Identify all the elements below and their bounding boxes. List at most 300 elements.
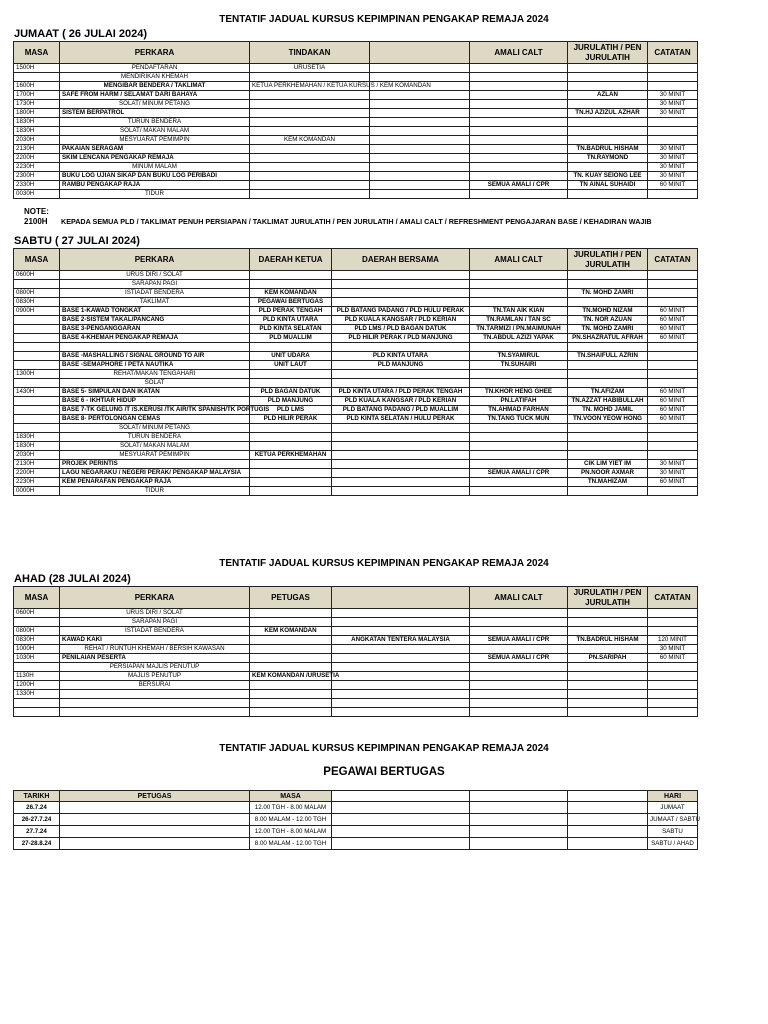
table-cell [568, 136, 648, 145]
table-row [14, 271, 698, 280]
table-cell [250, 645, 332, 654]
table-cell [332, 298, 470, 307]
table-cell: PLD BATANG PADANG / PLD MUALLIM [332, 406, 470, 415]
table-cell: TURUN BENDERA [60, 433, 250, 442]
table-row [14, 478, 698, 487]
table-cell [470, 645, 568, 654]
table-row [14, 316, 698, 325]
table-cell [14, 406, 60, 415]
document-title: TENTATIF JADUAL KURSUS KEPIMPINAN PENGAKAP REMAJA 2024 [219, 14, 549, 25]
table-cell [250, 154, 370, 163]
table-cell [250, 118, 370, 127]
table-cell: MINUM MALAM [60, 163, 250, 172]
table-row [14, 469, 698, 478]
table-cell [648, 681, 698, 690]
table-cell [648, 73, 698, 82]
table-cell [370, 64, 470, 73]
table-cell: KEM KOMANDAN [250, 136, 370, 145]
table-cell [470, 838, 568, 850]
table-cell: 1130H [14, 672, 60, 681]
table-cell: 60 MINIT [648, 388, 698, 397]
table-cell: REHAT / RUNTUH KHEMAH / BERSIH KAWASAN [60, 645, 250, 654]
table-cell [648, 370, 698, 379]
table-cell [568, 64, 648, 73]
col-daerah-bersama: DAERAH BERSAMA [332, 249, 470, 271]
table-cell: UNIT UDARA [250, 352, 332, 361]
table-cell: 1700H [14, 91, 60, 100]
table-cell [470, 145, 568, 154]
table-cell: 1800H [14, 109, 60, 118]
table-cell: PENILAIAN PESERTA [60, 654, 250, 663]
table-cell [568, 826, 648, 838]
table-cell: PLD KUALA KANGSAR / PLD KERIAN [332, 397, 470, 406]
table-cell: TN.BADRUL HISHAM [568, 145, 648, 154]
table-cell [14, 708, 60, 717]
col-blank [332, 587, 470, 609]
table-cell: 0000H [14, 487, 60, 496]
table-row [14, 708, 698, 717]
table-cell [332, 681, 470, 690]
table-cell: PLD KUALA KANGSAR / PLD KERIAN [332, 316, 470, 325]
table-cell [14, 397, 60, 406]
table-cell: BASE -SEMAPHORE / PETA NAUTIKA [60, 361, 250, 370]
table-cell [568, 127, 648, 136]
col-perkara: PERKARA [60, 42, 250, 64]
table-row [14, 91, 698, 100]
table-cell: 1730H [14, 100, 60, 109]
table-cell: PLD KINTA UTARA [250, 316, 332, 325]
table-cell [648, 690, 698, 699]
col-masa: MASA [14, 587, 60, 609]
table-cell [14, 618, 60, 627]
table-cell [568, 379, 648, 388]
table-cell: PLD MANJUNG [332, 361, 470, 370]
table-cell: 60 MINIT [648, 181, 698, 190]
col-blank [332, 791, 470, 802]
table-cell: MESYUARAT PEMIMPIN [60, 136, 250, 145]
table-cell [14, 352, 60, 361]
table-cell [14, 343, 60, 352]
table-row [14, 690, 698, 699]
table-cell [250, 73, 370, 82]
table-cell: 1300H [14, 370, 60, 379]
table-cell [568, 190, 648, 199]
table-cell: TN.KHOR HENG GHEE [470, 388, 568, 397]
table-cell: PN.SARIPAH [568, 654, 648, 663]
table-cell: SABTU / AHAD [648, 838, 698, 850]
table-cell [568, 424, 648, 433]
table-cell: SARAPAN PAGI [60, 618, 250, 627]
table-cell [60, 699, 250, 708]
duty-officer-table [13, 790, 698, 850]
table-cell [332, 478, 470, 487]
table-cell: KEM KOMANDAN [250, 289, 332, 298]
table-cell [332, 487, 470, 496]
table-cell: 12.00 TGH - 8.00 MALAM [250, 826, 332, 838]
table-cell [648, 708, 698, 717]
table-cell: 8.00 MALAM - 12.00 TGH [250, 838, 332, 850]
col-amali-calt: AMALI CALT [470, 249, 568, 271]
table-cell [568, 645, 648, 654]
table-cell: 1600H [14, 82, 60, 91]
table-cell [370, 145, 470, 154]
table-row [14, 343, 698, 352]
table-cell: 30 MINIT [648, 460, 698, 469]
table-cell [470, 91, 568, 100]
table-cell: URUSETIA [250, 64, 370, 73]
table-cell: JUMAAT [648, 802, 698, 814]
table-cell [60, 708, 250, 717]
col-tindakan: TINDAKAN [250, 42, 370, 64]
table-cell: 2230H [14, 163, 60, 172]
table-cell [332, 672, 470, 681]
table-cell [370, 109, 470, 118]
table-row [14, 64, 698, 73]
table-cell: PAKAIAN SERAGAM [60, 145, 250, 154]
table-cell: PLD PERAK TENGAH [250, 307, 332, 316]
sunday-schedule-table [13, 586, 698, 717]
col-amali-calt: AMALI CALT [470, 42, 568, 64]
table-cell [332, 838, 470, 850]
table-row [14, 699, 698, 708]
table-cell: BASE 1-KAWAD TONGKAT [60, 307, 250, 316]
table-cell [332, 699, 470, 708]
table-cell [568, 370, 648, 379]
table-cell: SOLAT/ MINUM PETANG [60, 100, 250, 109]
table-cell [332, 814, 470, 826]
table-cell [332, 826, 470, 838]
saturday-schedule-table [13, 248, 698, 496]
table-cell: UNIT LAUT [250, 361, 332, 370]
table-cell: 0030H [14, 190, 60, 199]
table-cell [250, 699, 332, 708]
table-cell [568, 814, 648, 826]
table-cell [568, 681, 648, 690]
table-cell: 30 MINIT [648, 145, 698, 154]
table-cell: TN.TAN AIK KIAN [470, 307, 568, 316]
table-cell: SOLAT/ MINUM PETANG [60, 424, 250, 433]
table-cell: 1430H [14, 388, 60, 397]
table-cell [332, 654, 470, 663]
table-cell: 0830H [14, 636, 60, 645]
table-cell [332, 343, 470, 352]
table-row [14, 672, 698, 681]
table-cell: 30 MINIT [648, 163, 698, 172]
table-cell: 120 MINIT [648, 636, 698, 645]
table-cell [568, 442, 648, 451]
table-row [14, 802, 698, 814]
table-cell [370, 172, 470, 181]
table-cell: TN. MOHD ZAMRI [568, 289, 648, 298]
table-cell: SOLAT/ MAKAN MALAM [60, 442, 250, 451]
table-cell [370, 91, 470, 100]
sunday-title: AHAD (28 JULAI 2024) [14, 573, 131, 585]
table-cell: KEM PENARAFAN PENGAKAP RAJA [60, 478, 250, 487]
table-cell [332, 802, 470, 814]
table-cell [470, 814, 568, 826]
table-row [14, 145, 698, 154]
table-cell: MAJLIS PENUTUP [60, 672, 250, 681]
table-row [14, 636, 698, 645]
table-row [14, 406, 698, 415]
table-row [14, 100, 698, 109]
table-cell: TN.AZZAT HABIBULLAH [568, 397, 648, 406]
table-cell: KETUA PERKHEMAHAN / KETUA KURSUS / KEM KOMANDAN [250, 82, 370, 91]
table-cell [470, 487, 568, 496]
table-row [14, 460, 698, 469]
table-cell [250, 433, 332, 442]
table-cell [250, 636, 332, 645]
table-cell: 2230H [14, 478, 60, 487]
table-cell: 30 MINIT [648, 469, 698, 478]
table-cell [470, 690, 568, 699]
table-cell: PLD BATANG PADANG / PLD HULU PERAK [332, 307, 470, 316]
table-cell [14, 280, 60, 289]
table-cell: PLD KINTA UTARA / PLD PERAK TENGAH [332, 388, 470, 397]
table-cell [568, 838, 648, 850]
col-catatan: CATATAN [648, 587, 698, 609]
table-cell [568, 663, 648, 672]
table-cell [568, 618, 648, 627]
table-row [14, 109, 698, 118]
table-cell: 2130H [14, 145, 60, 154]
table-cell [648, 663, 698, 672]
table-cell: MESYUARAT PEMIMPIN [60, 451, 250, 460]
table-cell: 1000H [14, 645, 60, 654]
table-cell: 2030H [14, 451, 60, 460]
table-cell [470, 379, 568, 388]
table-cell: 1330H [14, 690, 60, 699]
table-row [14, 334, 698, 343]
table-cell [250, 654, 332, 663]
col-perkara: PERKARA [60, 587, 250, 609]
table-cell [568, 802, 648, 814]
col-catatan: CATATAN [648, 42, 698, 64]
table-cell: 0600H [14, 609, 60, 618]
table-cell: 2300H [14, 172, 60, 181]
table-cell [250, 663, 332, 672]
table-cell [250, 280, 332, 289]
table-cell: PN.LATIFAH [470, 397, 568, 406]
table-cell: KETUA PERKHEMAHAN [250, 451, 332, 460]
table-cell: URUS DIRI / SOLAT [60, 609, 250, 618]
table-cell [470, 424, 568, 433]
table-cell: 1830H [14, 433, 60, 442]
table-cell: 60 MINIT [648, 325, 698, 334]
table-row [14, 298, 698, 307]
table-cell: TN. MOHD ZAMRI [568, 325, 648, 334]
table-cell [470, 343, 568, 352]
table-cell [470, 433, 568, 442]
table-cell: BASE -MASHALLING / SIGNAL GROUND TO AIR [60, 352, 250, 361]
col-hari: HARI [648, 791, 698, 802]
table-cell: ANGKATAN TENTERA MALAYSIA [332, 636, 470, 645]
table-row [14, 681, 698, 690]
table-row [14, 118, 698, 127]
table-cell: 12.00 TGH - 8.00 MALAM [250, 802, 332, 814]
table-cell: TN.VOON YEOW HONG [568, 415, 648, 424]
table-cell: 30 MINIT [648, 172, 698, 181]
table-cell [60, 690, 250, 699]
table-cell: SAFE FROM HARM / SELAMAT DARI BAHAYA [60, 91, 250, 100]
table-cell: 0800H [14, 289, 60, 298]
table-row [14, 190, 698, 199]
table-cell [470, 154, 568, 163]
table-cell: 27.7.24 [14, 826, 60, 838]
table-cell [648, 379, 698, 388]
table-row [14, 352, 698, 361]
col-blank [568, 791, 648, 802]
table-cell [332, 280, 470, 289]
table-cell: 1830H [14, 118, 60, 127]
table-row [14, 73, 698, 82]
table-cell [250, 460, 332, 469]
table-cell [568, 343, 648, 352]
friday-schedule-table [13, 41, 698, 199]
table-cell: PLD HILIR PERAK / PLD MANJUNG [332, 334, 470, 343]
table-cell: 60 MINIT [648, 334, 698, 343]
table-cell [370, 118, 470, 127]
table-cell: SISTEM BERPATROL [60, 109, 250, 118]
table-cell [60, 343, 250, 352]
table-cell: PN.SHAZRATUL AFRAH [568, 334, 648, 343]
table-cell: CIK LIM YIET IM [568, 460, 648, 469]
table-cell: KEM KOMANDAN /URUSETIA [250, 672, 332, 681]
table-cell: PLD KINTA SELATAN [250, 325, 332, 334]
table-cell [648, 424, 698, 433]
table-row [14, 379, 698, 388]
table-cell: PLD KINTA UTARA [332, 352, 470, 361]
table-cell [470, 136, 568, 145]
table-row [14, 618, 698, 627]
table-cell [648, 361, 698, 370]
table-cell: SKIM LENCANA PENGAKAP REMAJA [60, 154, 250, 163]
table-cell: PROJEK PERINTIS [60, 460, 250, 469]
table-row [14, 814, 698, 826]
table-cell [250, 478, 332, 487]
col-perkara: PERKARA [60, 249, 250, 271]
table-cell [648, 618, 698, 627]
table-cell: 60 MINIT [648, 307, 698, 316]
table-cell [332, 708, 470, 717]
table-cell [568, 298, 648, 307]
table-cell: PLD KINTA SELATAN / HULU PERAK [332, 415, 470, 424]
table-cell [470, 100, 568, 109]
table-cell: TN.SHAIFULL AZRIN [568, 352, 648, 361]
table-cell: TN.TARMIZI / PN.MAIMUNAH [470, 325, 568, 334]
table-row [14, 289, 698, 298]
table-cell [470, 672, 568, 681]
table-cell [332, 271, 470, 280]
table-cell [470, 699, 568, 708]
table-cell: TN.RAMLAN / TAN SC [470, 316, 568, 325]
table-cell: KEM KOMANDAN [250, 627, 332, 636]
table-cell [568, 361, 648, 370]
table-cell [14, 663, 60, 672]
table-row [14, 307, 698, 316]
table-cell [568, 690, 648, 699]
table-cell [648, 136, 698, 145]
table-cell: 60 MINIT [648, 316, 698, 325]
table-cell [470, 460, 568, 469]
table-cell [370, 127, 470, 136]
table-cell [332, 645, 470, 654]
table-cell: TN AINAL SUHAIDI [568, 181, 648, 190]
table-cell: SEMUA AMALI / CPR [470, 654, 568, 663]
table-cell: RAMBU PENGAKAP RAJA [60, 181, 250, 190]
col-catatan: CATATAN [648, 249, 698, 271]
table-cell: TN.SYAMIRUL [470, 352, 568, 361]
table-cell: BASE 8- PERTOLONGAN CEMAS [60, 415, 250, 424]
table-cell [250, 681, 332, 690]
note-time: 2100H [24, 217, 48, 226]
table-cell [648, 487, 698, 496]
table-cell [250, 469, 332, 478]
table-row [14, 415, 698, 424]
table-cell [332, 663, 470, 672]
table-cell [60, 802, 250, 814]
table-cell: BERSURAI [60, 681, 250, 690]
table-cell: BASE 2-SISTEM TAKAL/PANCANG [60, 316, 250, 325]
table-cell: MENDIRIKAN KHEMAH [60, 73, 250, 82]
table-cell [568, 672, 648, 681]
table-cell [648, 352, 698, 361]
table-cell: 0800H [14, 627, 60, 636]
table-cell: JUMAAT / SABTU [648, 814, 698, 826]
table-cell: BASE 4-KHEMAH PENGAKAP REMAJA [60, 334, 250, 343]
table-cell [470, 118, 568, 127]
table-cell [14, 699, 60, 708]
table-cell: 2030H [14, 136, 60, 145]
col-masa: MASA [14, 249, 60, 271]
table-cell [370, 163, 470, 172]
table-cell: 30 MINIT [648, 91, 698, 100]
table-cell: SARAPAN PAGI [60, 280, 250, 289]
table-cell: ISTIADAT BENDERA [60, 627, 250, 636]
col-jurulatih: JURULATIH / PEN JURULATIH [568, 42, 648, 64]
table-cell: SEMUA AMALI / CPR [470, 181, 568, 190]
table-row [14, 838, 698, 850]
table-row [14, 370, 698, 379]
table-row [14, 154, 698, 163]
table-cell [470, 172, 568, 181]
table-cell [332, 442, 470, 451]
duty-subtitle: PEGAWAI BERTUGAS [323, 766, 445, 778]
table-cell [648, 64, 698, 73]
table-cell: 2200H [14, 469, 60, 478]
table-cell [568, 451, 648, 460]
col-blank [370, 42, 470, 64]
table-cell [332, 469, 470, 478]
table-cell [250, 91, 370, 100]
table-cell: 0600H [14, 271, 60, 280]
note-text: KEPADA SEMUA PLD / TAKLIMAT PENUH PERSIAPAN / TAKLIMAT JURULATIH / PEN JURULATIH / AMALI CALT / REFRESHMENT PENGAJARAN BASE / KEHADIRAN WAJIB [61, 217, 652, 226]
table-cell [470, 663, 568, 672]
col-petugas: PETUGAS [60, 791, 250, 802]
table-cell: TN. KUAY SEIONG LEE [568, 172, 648, 181]
table-cell [250, 181, 370, 190]
table-cell [250, 379, 332, 388]
table-cell [250, 708, 332, 717]
table-cell: TN.HJ AZIZUL AZHAR [568, 109, 648, 118]
table-row [14, 433, 698, 442]
table-cell [250, 690, 332, 699]
col-masa: MASA [250, 791, 332, 802]
table-cell [332, 370, 470, 379]
table-cell: 1200H [14, 681, 60, 690]
table-cell: 30 MINIT [648, 154, 698, 163]
table-cell [370, 154, 470, 163]
